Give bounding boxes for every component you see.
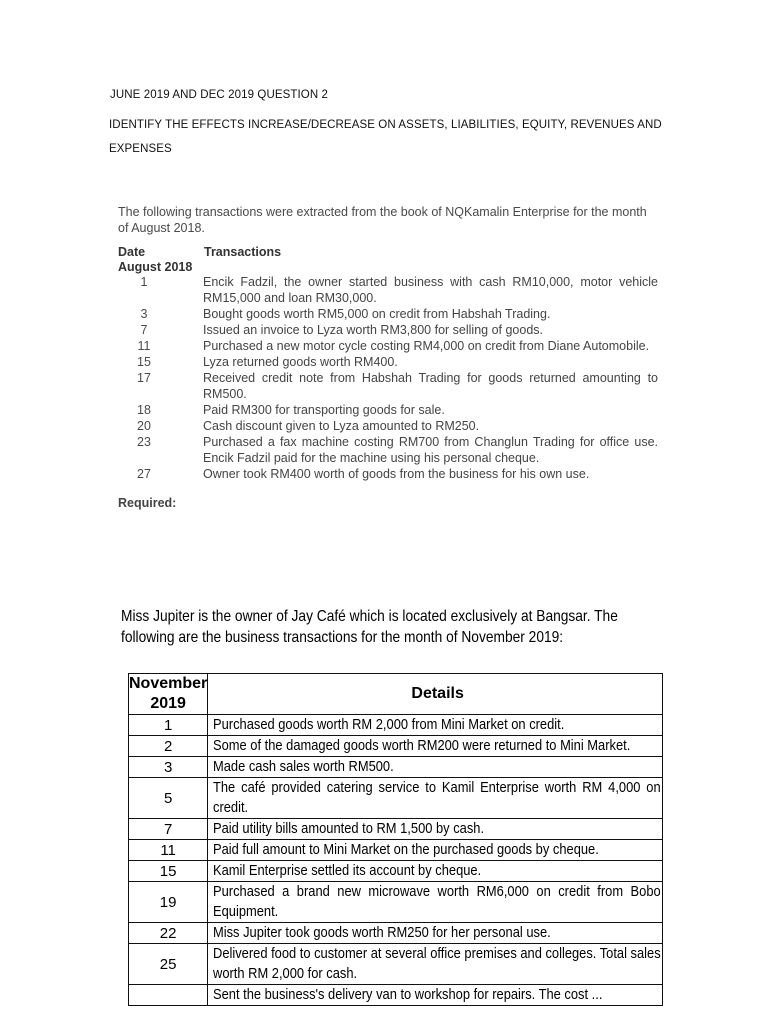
question-instruction: IDENTIFY THE EFFECTS INCREASE/DECREASE ON ASSETS, LIABILITIES, EQUITY, REVENUES AND EXPENSES	[109, 119, 662, 155]
transaction-row	[118, 322, 658, 338]
details-text: Kamil Enterprise settled its account by cheque.	[213, 862, 482, 879]
details-cell	[208, 757, 663, 778]
details-text: Purchased a brand new microwave worth RM6,000 on credit from Bobo Equipment.	[213, 883, 661, 920]
transaction-row	[118, 370, 658, 402]
transactions-table	[128, 673, 663, 1006]
day-cell: 15	[129, 861, 208, 882]
transaction-date: 17	[137, 371, 151, 385]
transactions-column-header: Transactions	[204, 245, 282, 259]
table-row	[129, 840, 663, 861]
details-cell	[208, 736, 663, 757]
day-cell: 1	[129, 715, 208, 736]
table-row	[129, 923, 663, 944]
table-row	[129, 944, 663, 985]
details-text: The café provided catering service to Kamil Enterprise worth RM 4,000 on credit.	[213, 779, 661, 816]
details-cell	[208, 778, 663, 819]
table-row	[129, 757, 663, 778]
details-text: Paid utility bills amounted to RM 1,500 by cash.	[213, 820, 485, 837]
day-cell	[129, 985, 208, 1006]
transaction-row	[118, 274, 658, 306]
table-row	[129, 819, 663, 840]
details-text: Some of the damaged goods worth RM200 were returned to Mini Market.	[213, 737, 631, 754]
details-text: Purchased goods worth RM 2,000 from Mini Market on credit.	[213, 716, 565, 733]
month-column-header: November 2019	[129, 674, 208, 715]
month-label: August 2018	[118, 260, 193, 274]
day-cell: 7	[129, 819, 208, 840]
transaction-date: 15	[137, 355, 151, 369]
details-text: Miss Jupiter took goods worth RM250 for her personal use.	[213, 924, 551, 941]
transaction-text: Lyza returned goods worth RM400.	[203, 355, 398, 369]
table-row	[129, 985, 663, 1006]
date-column-header: Date	[118, 245, 146, 259]
transaction-list	[118, 274, 658, 482]
transaction-row	[118, 402, 658, 418]
details-text: Delivered food to customer at several office premises and colleges. Total sales worth RM 2,000 for cash.	[213, 945, 661, 982]
day-cell: 5	[129, 778, 208, 819]
details-text: Made cash sales worth RM500.	[213, 758, 394, 775]
day-cell: 11	[129, 840, 208, 861]
transaction-text: Issued an invoice to Lyza worth RM3,800 for selling of goods.	[203, 323, 544, 337]
transaction-row	[118, 418, 658, 434]
november-2019-question	[121, 606, 666, 1003]
transaction-date: 20	[137, 419, 151, 433]
transaction-text: Cash discount given to Lyza amounted to RM250.	[203, 419, 480, 433]
table-row	[129, 861, 663, 882]
details-cell	[208, 985, 663, 1006]
details-cell	[208, 819, 663, 840]
transaction-row	[118, 434, 658, 466]
transaction-row	[118, 338, 658, 354]
table-row	[129, 736, 663, 757]
table-row	[129, 778, 663, 819]
details-text: Paid full amount to Mini Market on the purchased goods by cheque.	[213, 841, 600, 858]
day-cell: 3	[129, 757, 208, 778]
intro-paragraph: Miss Jupiter is the owner of Jay Café which is located exclusively at Bangsar. The following are the business transactions for the month of November 2019:	[121, 608, 618, 646]
transaction-date: 7	[140, 323, 148, 337]
transaction-text: Bought goods worth RM5,000 on credit from Habshah Trading.	[203, 307, 551, 321]
transaction-date: 3	[140, 307, 148, 321]
details-cell	[208, 715, 663, 736]
details-cell	[208, 840, 663, 861]
details-cell	[208, 923, 663, 944]
transaction-row	[118, 466, 658, 482]
transaction-date: 27	[137, 467, 151, 481]
transaction-text: Purchased a new motor cycle costing RM4,000 on credit from Diane Automobile.	[203, 339, 650, 353]
table-row	[129, 715, 663, 736]
transaction-text: Owner took RM400 worth of goods from the business for his own use.	[203, 467, 590, 481]
question-heading: JUNE 2019 AND DEC 2019 QUESTION 2	[110, 89, 329, 101]
details-cell	[208, 944, 663, 985]
transaction-text: Paid RM300 for transporting goods for sale.	[203, 403, 445, 417]
details-text: Sent the business's delivery van to workshop for repairs. The cost ...	[213, 986, 603, 1003]
transaction-date: 18	[137, 403, 151, 417]
day-cell: 25	[129, 944, 208, 985]
required-label: Required:	[118, 496, 177, 510]
details-cell	[208, 861, 663, 882]
details-column-header: Details	[208, 674, 663, 715]
transaction-date: 1	[140, 275, 148, 289]
intro-paragraph: The following transactions were extracted from the book of NQKamalin Enterprise for the month of August 2018.	[118, 205, 647, 235]
day-cell: 19	[129, 882, 208, 923]
transaction-date: 11	[137, 339, 151, 353]
transaction-row	[118, 306, 658, 322]
transaction-text: Received credit note from Habshah Trading for goods returned amounting to RM500.	[203, 371, 658, 401]
table-header-row	[129, 674, 663, 715]
day-cell: 22	[129, 923, 208, 944]
details-cell	[208, 882, 663, 923]
day-cell: 2	[129, 736, 208, 757]
transaction-row	[118, 354, 658, 370]
transaction-text: Encik Fadzil, the owner started business with cash RM10,000, motor vehicle RM15,000 and loan RM30,000.	[203, 275, 658, 305]
transaction-date: 23	[137, 435, 151, 449]
table-row	[129, 882, 663, 923]
column-headers	[118, 245, 658, 259]
transaction-text: Purchased a fax machine costing RM700 from Changlun Trading for office use. Encik Fadzil paid for the machine using his personal cheque.	[203, 435, 658, 465]
august-2018-question	[118, 204, 658, 510]
